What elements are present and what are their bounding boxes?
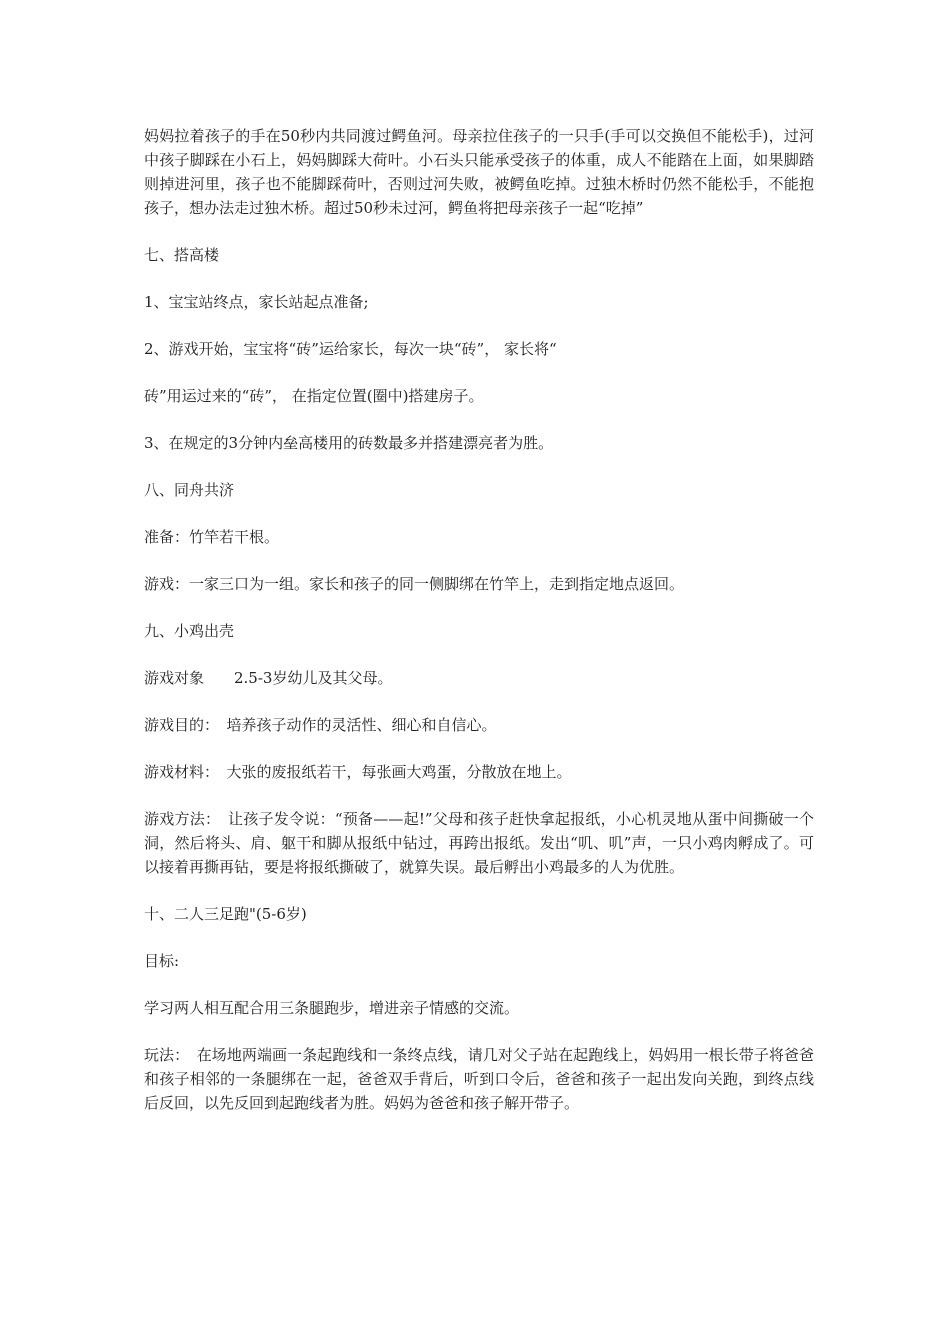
paragraph-step-2-continued: 砖”用运过来的“砖”， 在指定位置(圈中)搭建房子。 (144, 387, 484, 405)
paragraph-preparation: 准备：竹竿若干根。 (144, 528, 280, 546)
heading-section-7: 七、搭高楼 (144, 246, 220, 264)
paragraph-step-3: 3、在规定的3分钟内垒高楼用的砖数最多并搭建漂亮者为胜。 (144, 434, 554, 452)
paragraph-goal-text: 学习两人相互配合用三条腿跑步，增进亲子情感的交流。 (144, 999, 520, 1017)
paragraph-play-method: 玩法： 在场地两端画一条起跑线和一条终点线，请几对父子站在起跑线上，妈妈用一根长带子将爸爸和孩子相邻的一条腿绑在一起，爸爸双手背后，听到口令后，爸爸和孩子一起出发向关跑，到终点线后反回，以先反回到起跑线者为胜。妈妈为爸爸和孩子解开带子。 (144, 1046, 814, 1112)
heading-section-9: 九、小鸡出壳 (144, 622, 235, 640)
paragraph-step-1: 1、宝宝站终点，家长站起点准备; (144, 293, 369, 311)
paragraph-game-goal: 游戏目的： 培养孩子动作的灵活性、细心和自信心。 (144, 716, 497, 734)
heading-section-8: 八、同舟共济 (144, 481, 235, 499)
paragraph-game-method: 游戏方法： 让孩子发令说：“预备——起!”父母和孩子赶快拿起报纸，小心机灵地从蛋中间撕破一个洞，然后将头、肩、躯干和脚从报纸中钻过，再跨出报纸。发出“叽、叽”声，一只小鸡肉孵成了。可以接着再撕再钻，要是将报纸撕破了，就算失误。最后孵出小鸡最多的人为优胜。 (144, 810, 814, 876)
paragraph-game-materials: 游戏材料： 大张的废报纸若干，每张画大鸡蛋，分散放在地上。 (144, 763, 572, 781)
paragraph-step-2: 2、游戏开始，宝宝将“砖”运给家长，每次一块“砖”， 家长将“ (144, 340, 557, 358)
paragraph-game-target: 游戏对象 2.5-3岁幼儿及其父母。 (144, 669, 393, 687)
heading-section-10: 十、二人三足跑"(5-6岁) (144, 905, 307, 923)
paragraph-goal-label: 目标: (144, 952, 180, 970)
paragraph-game: 游戏：一家三口为一组。家长和孩子的同一侧脚绑在竹竿上，走到指定地点返回。 (144, 575, 685, 593)
paragraph-crocodile-river: 妈妈拉着孩子的手在50秒内共同渡过鳄鱼河。母亲拉住孩子的一只手(手可以交换但不能松手)，过河中孩子脚踩在小石上，妈妈脚踩大荷叶。小石头只能承受孩子的体重，成人不能踏在上面，如果脚踏则掉进河里，孩子也不能脚踩荷叶，否则过河失败，被鳄鱼吃掉。过独木桥时仍然不能松手，不能抱孩子，想办法走过独木桥。超过50秒未过河，鳄鱼将把母亲孩子一起“吃掉” (144, 127, 814, 217)
document-body (144, 124, 814, 1138)
